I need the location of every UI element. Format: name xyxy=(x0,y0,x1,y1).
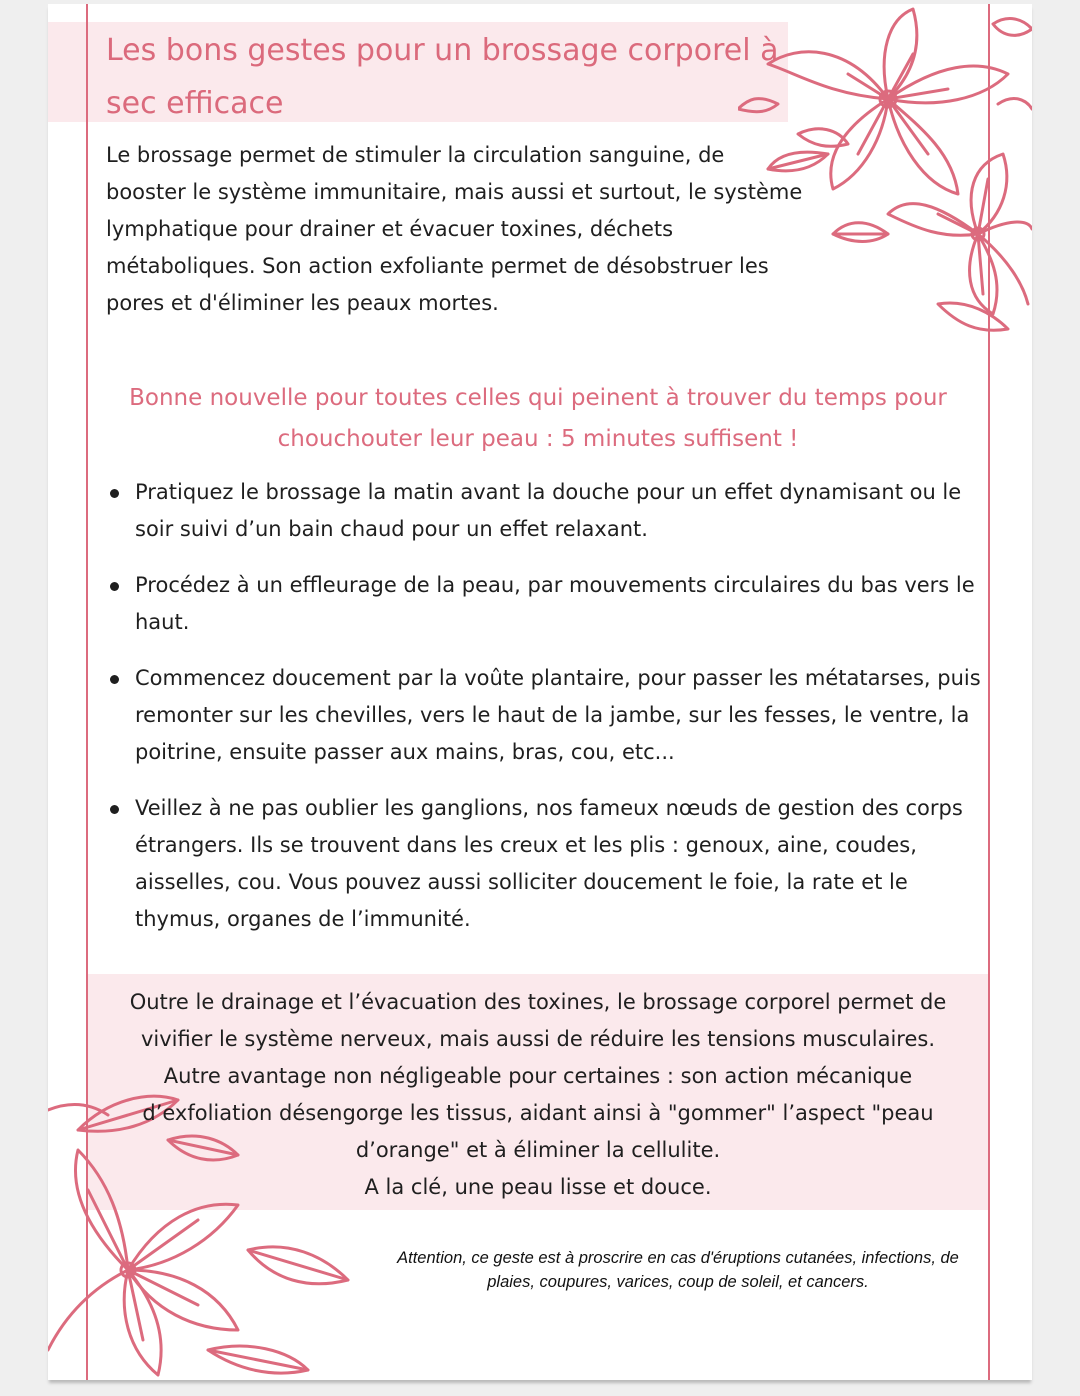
list-item-text: Veillez à ne pas oublier les ganglions, nos fameux nœuds de gestion des corps étrangers. Ils se trouvent dans les creux et les plis : genoux, aine, coudes, aisselles, cou. Vous pouvez aussi solliciter doucement le foie, la rate et le thymus, organes de l’immunité. xyxy=(135,796,963,931)
outro-line: Outre le drainage et l’évacuation des toxines, le brossage corporel permet de vivifier le système nerveux, mais aussi de réduire les tensions musculaires. xyxy=(129,990,947,1051)
bullet-icon xyxy=(110,675,119,684)
bullet-icon xyxy=(110,489,119,498)
outro-line: Autre avantage non négligeable pour certaines : son action mécanique d’exfoliation désengorge les tissus, aidant ainsi à "gommer" l’aspect "peau d’orange" et à éliminer la cellulite. xyxy=(142,1064,934,1162)
bullet-icon xyxy=(110,805,119,814)
right-frame-line xyxy=(988,4,990,1380)
left-frame-line xyxy=(86,4,88,1380)
outro-line: A la clé, une peau lisse et douce. xyxy=(364,1175,712,1199)
outro-paragraph xyxy=(98,984,978,1206)
list-item xyxy=(108,474,988,548)
list-item xyxy=(108,660,988,771)
list-item-text: Pratiquez le brossage la matin avant la douche pour un effet dynamisant ou le soir suivi d’un bain chaud pour un effet relaxant. xyxy=(135,480,962,541)
list-item xyxy=(108,567,988,641)
document-page xyxy=(48,4,1032,1380)
list-item xyxy=(108,790,988,938)
bullet-icon xyxy=(110,582,119,591)
warning-note: Attention, ce geste est à proscrire en cas d'éruptions cutanées, infections, de plaies, coupures, varices, coup de soleil, et cancers. xyxy=(397,1249,959,1291)
highlight-subheading: Bonne nouvelle pour toutes celles qui peinent à trouver du temps pour chouchouter leur peau : 5 minutes suffisent ! xyxy=(129,385,947,452)
list-item-text: Commencez doucement par la voûte plantaire, pour passer les métatarses, puis remonter sur les chevilles, vers le haut de la jambe, sur les fesses, le ventre, la poitrine, ensuite passer aux mains, bras, cou, etc... xyxy=(135,666,981,764)
page-title: Les bons gestes pour un brossage corporel à sec efficace xyxy=(106,33,779,121)
tips-list xyxy=(108,474,988,957)
intro-paragraph: Le brossage permet de stimuler la circulation sanguine, de booster le système immunitaire, mais aussi et surtout, le système lymphatique pour drainer et évacuer toxines, déchets métaboliques. Son action exfoliante permet de désobstruer les pores et d'éliminer les peaux mortes. xyxy=(106,143,803,315)
list-item-text: Procédez à un effleurage de la peau, par mouvements circulaires du bas vers le haut. xyxy=(135,573,975,634)
